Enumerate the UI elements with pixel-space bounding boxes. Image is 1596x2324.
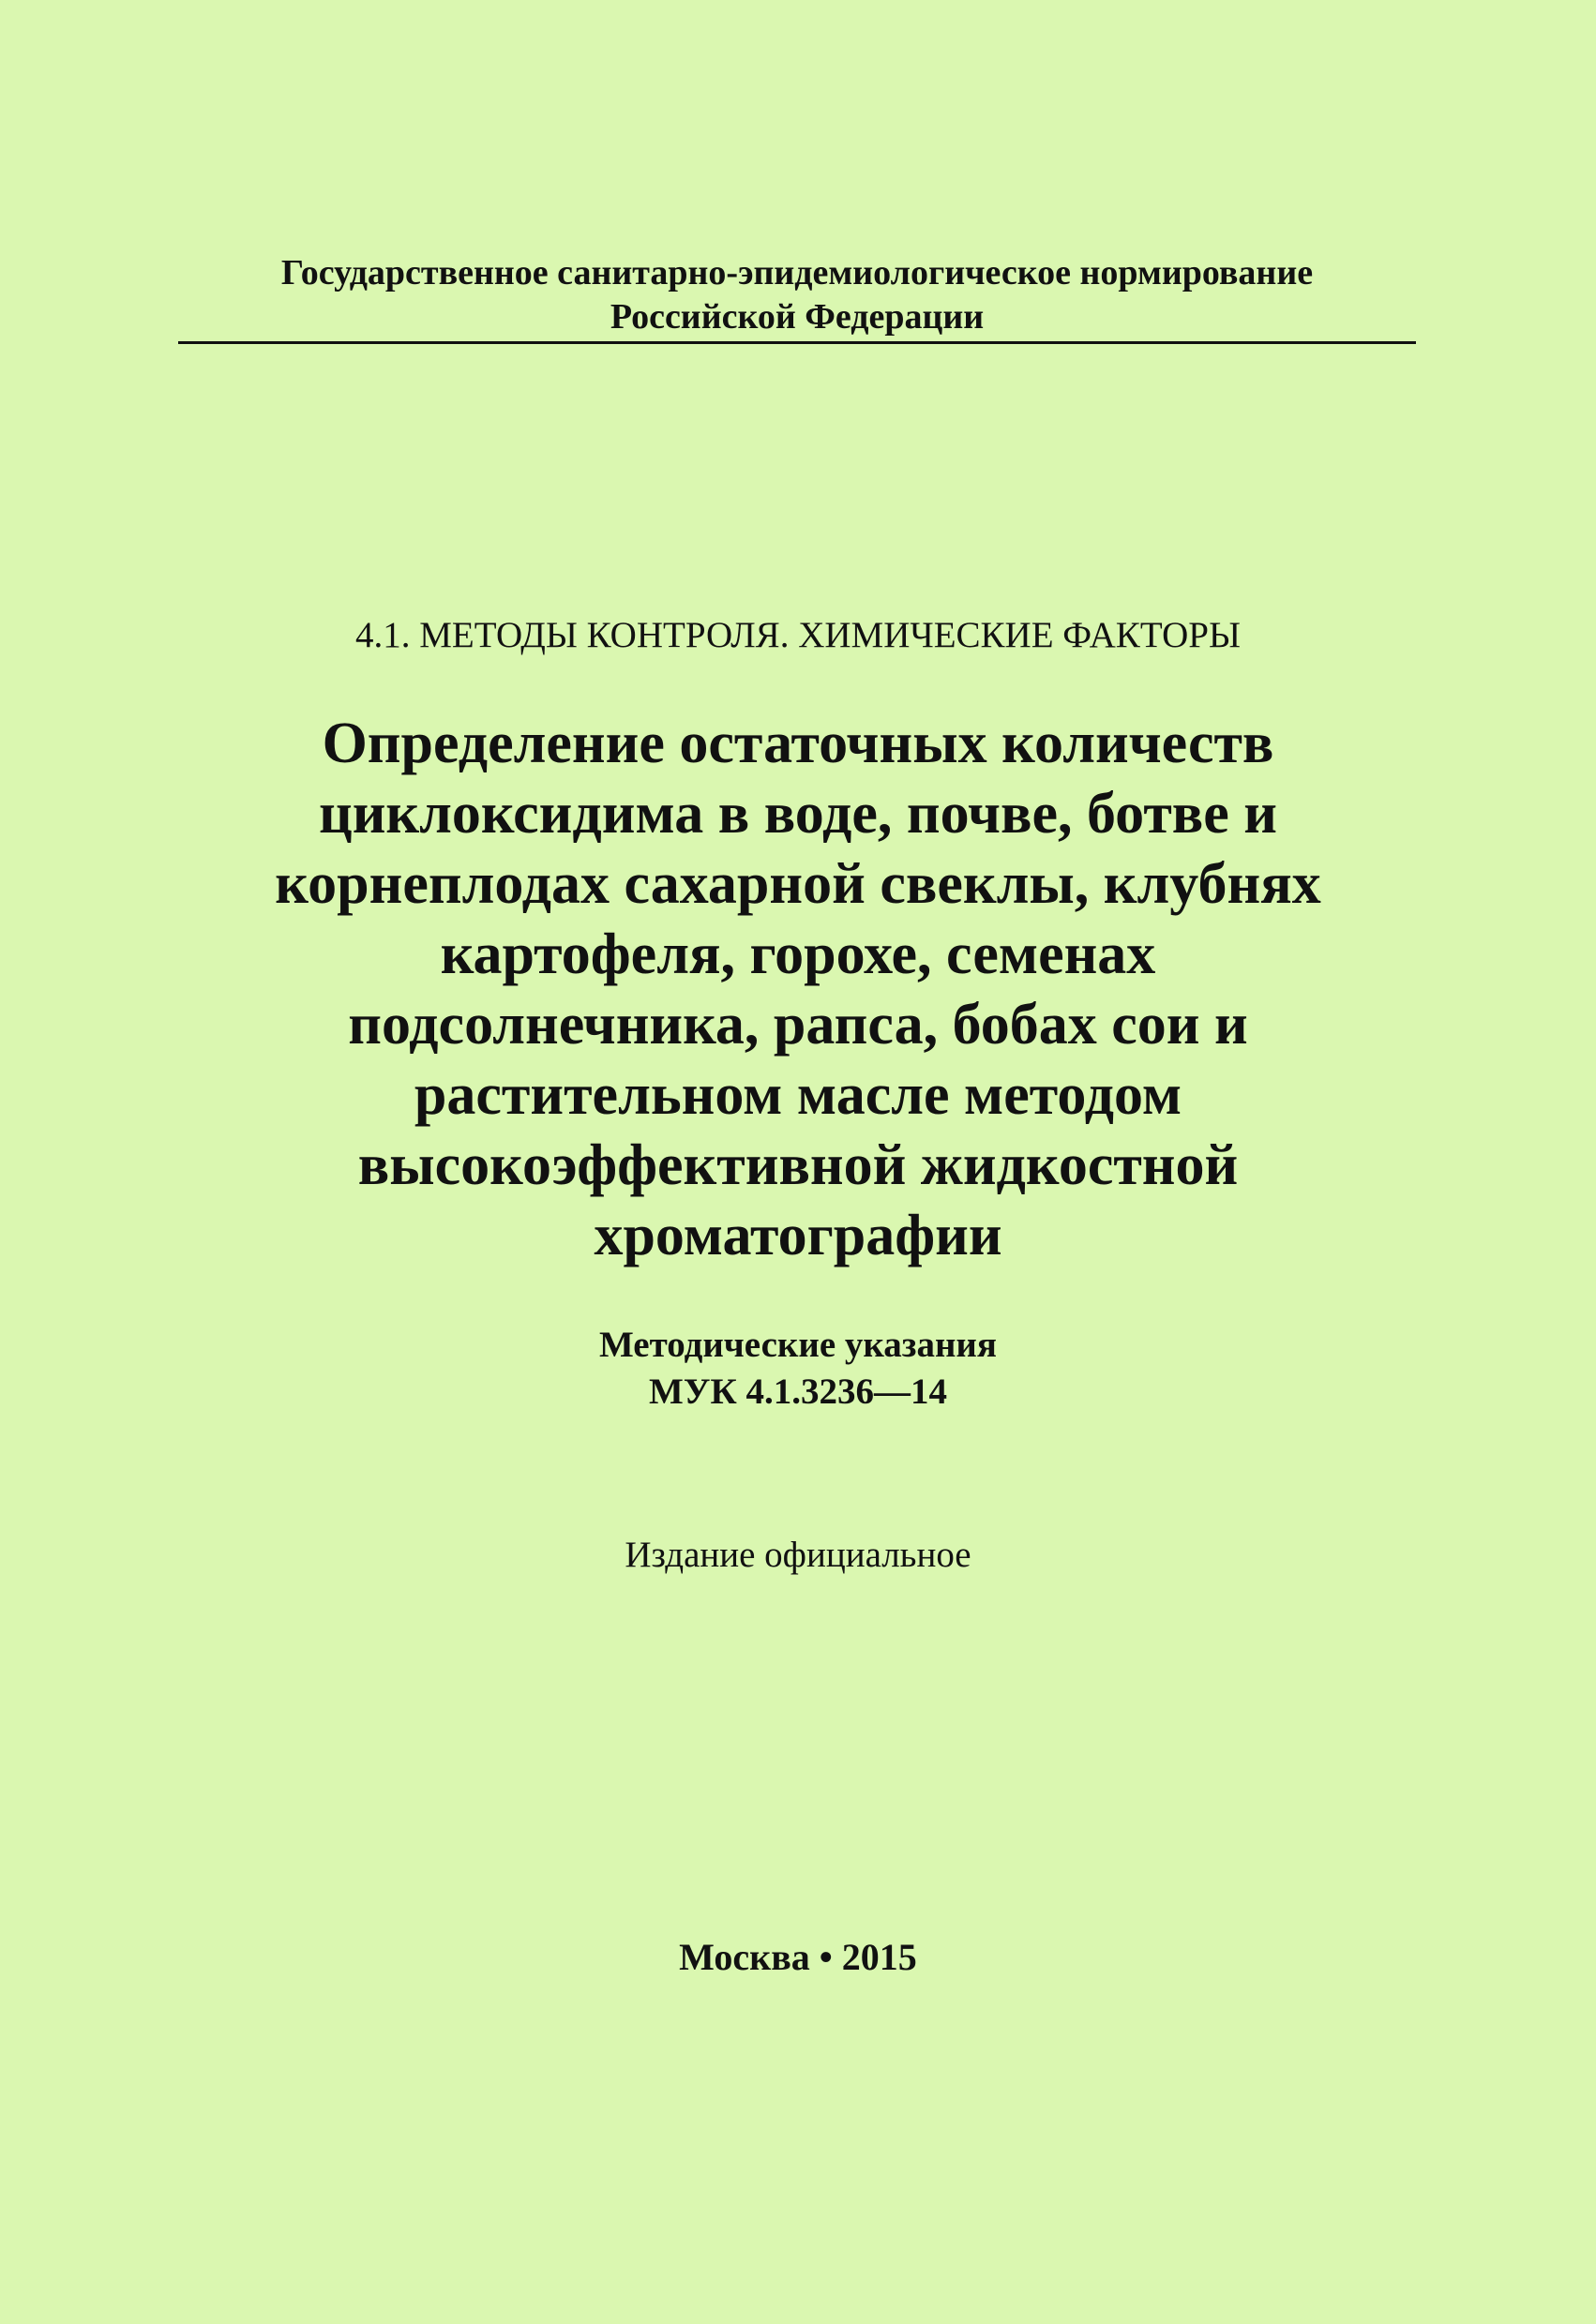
- document-type: [0, 1322, 1596, 1416]
- edition-note: Издание официальное: [625, 1535, 971, 1575]
- header-divider: [178, 341, 1416, 344]
- title-line: подсолнечника, рапса, бобах сои и: [348, 993, 1248, 1057]
- series-title: 4.1. МЕТОДЫ КОНТРОЛЯ. ХИМИЧЕСКИЕ ФАКТОРЫ: [355, 615, 1241, 655]
- document-title: [0, 709, 1596, 1271]
- title-line: картофеля, горохе, семенах: [440, 922, 1156, 986]
- title-line: растительном масле методом: [414, 1063, 1182, 1127]
- imprint: Москва • 2015: [679, 1936, 917, 1978]
- title-line: Определение остаточных количеств: [322, 712, 1274, 775]
- issuing-authority-header: [178, 251, 1416, 339]
- title-line: циклоксидима в воде, почве, ботве и: [318, 782, 1278, 846]
- header-line-1: Государственное санитарно-эпидемиологическое нормирование: [280, 253, 1314, 292]
- title-line: корнеплодах сахарной свеклы, клубнях: [275, 852, 1321, 916]
- title-line: высокоэффективной жидкостной: [357, 1133, 1239, 1197]
- document-kind: Методические указания: [598, 1325, 997, 1365]
- document-code: МУК 4.1.3236—14: [649, 1372, 947, 1412]
- title-line: хроматографии: [594, 1204, 1002, 1267]
- header-line-2: Российской Федерации: [610, 297, 985, 337]
